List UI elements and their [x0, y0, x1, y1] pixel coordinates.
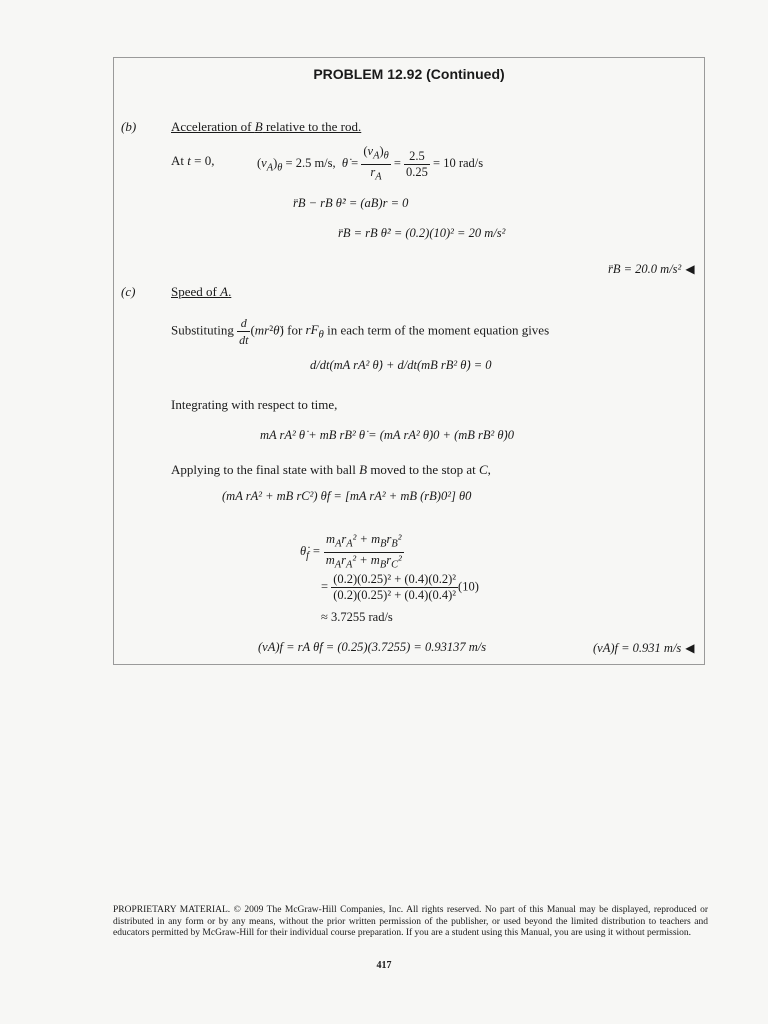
answer-arrow-icon: ◀ — [685, 262, 695, 276]
copyright-notice: PROPRIETARY MATERIAL. © 2009 The McGraw-Hill Companies, Inc. All rights reserved. No part of this Manual may be displayed, reproduced or distributed in any form or by any means, without the prior written permission of the publisher, or used beyond the limited distribution to teachers and educators permitted by McGraw-Hill for their individual course preparation. If you are a student using this Manual, you are using it without permission. — [113, 905, 708, 938]
answer-arrow-icon: ◀ — [685, 641, 695, 655]
part-b-heading: Acceleration of B relative to the rod. — [171, 119, 362, 134]
part-c-heading: Speed of A. — [171, 284, 232, 299]
eq-integrated: mA rA² θ̇ + mB rB² θ̇ = (mA rA² θ̇)0 + (mB rB² θ̇)0 — [260, 428, 514, 442]
eq-moment: d/dt(mA rA² θ̇) + d/dt(mB rB² θ̇) = 0 — [310, 358, 492, 372]
applying-text: Applying to the final state with ball B moved to the stop at C, — [171, 462, 491, 477]
eq-velocity: $(v_A)_\theta = 2.5$ m/s, θ̇ = $\frac{(v_A)_\theta}{r_A}$ = $\frac{2.5}{0.25}$ = 10 rad/s — [257, 144, 484, 182]
eq-accel-result: r̈B = rB θ̇² = (0.2)(10)² = 20 m/s² — [338, 226, 506, 240]
integrating-text: Integrating with respect to time, — [171, 397, 338, 412]
part-c-label: (c) — [121, 284, 136, 299]
part-c-answer: (vA)f = 0.931 m/s ◀ — [593, 641, 695, 655]
eq-theta-f: $\thetȧ_f$ = $\frac{m_Ar_A^2 + m_Br_B^2}{m_Ar_A^2 + m_Br_C^2}$ — [300, 532, 402, 570]
substituting-text: Substituting $\frac{d}{dt}$ (mr²θ̇) for $rF_\theta$ in each term of the moment equation gives — [171, 316, 550, 347]
part-b-label: (b) — [121, 119, 137, 134]
part-b-answer: r̈B = 20.0 m/s² ◀ — [608, 262, 695, 276]
page-number: 417 — [376, 960, 392, 971]
at-t0-label: At t = 0, — [171, 153, 215, 168]
eq-numeric: = $\frac{\text{(0.2)(0.25)² + (0.4)(0.2)²}}{\text{(0.2)(0.25)² + (0.4)(0.4)²}}$ (10) — [321, 572, 479, 602]
eq-final-state: (mA rA² + mB rC²) θ̇f = [mA rA² + mB (rB)0²] θ̇0 — [222, 489, 472, 503]
eq-radial: r̈B − rB θ̇² = (aB)r = 0 — [293, 196, 409, 210]
page-title: PROBLEM 12.92 (Continued) — [313, 66, 505, 82]
eq-speed: (vA)f = rA θ̇f = (0.25)(3.7255) = 0.93137 m/s — [258, 640, 487, 654]
eq-approx: ≈ 3.7255 rad/s — [321, 610, 393, 624]
